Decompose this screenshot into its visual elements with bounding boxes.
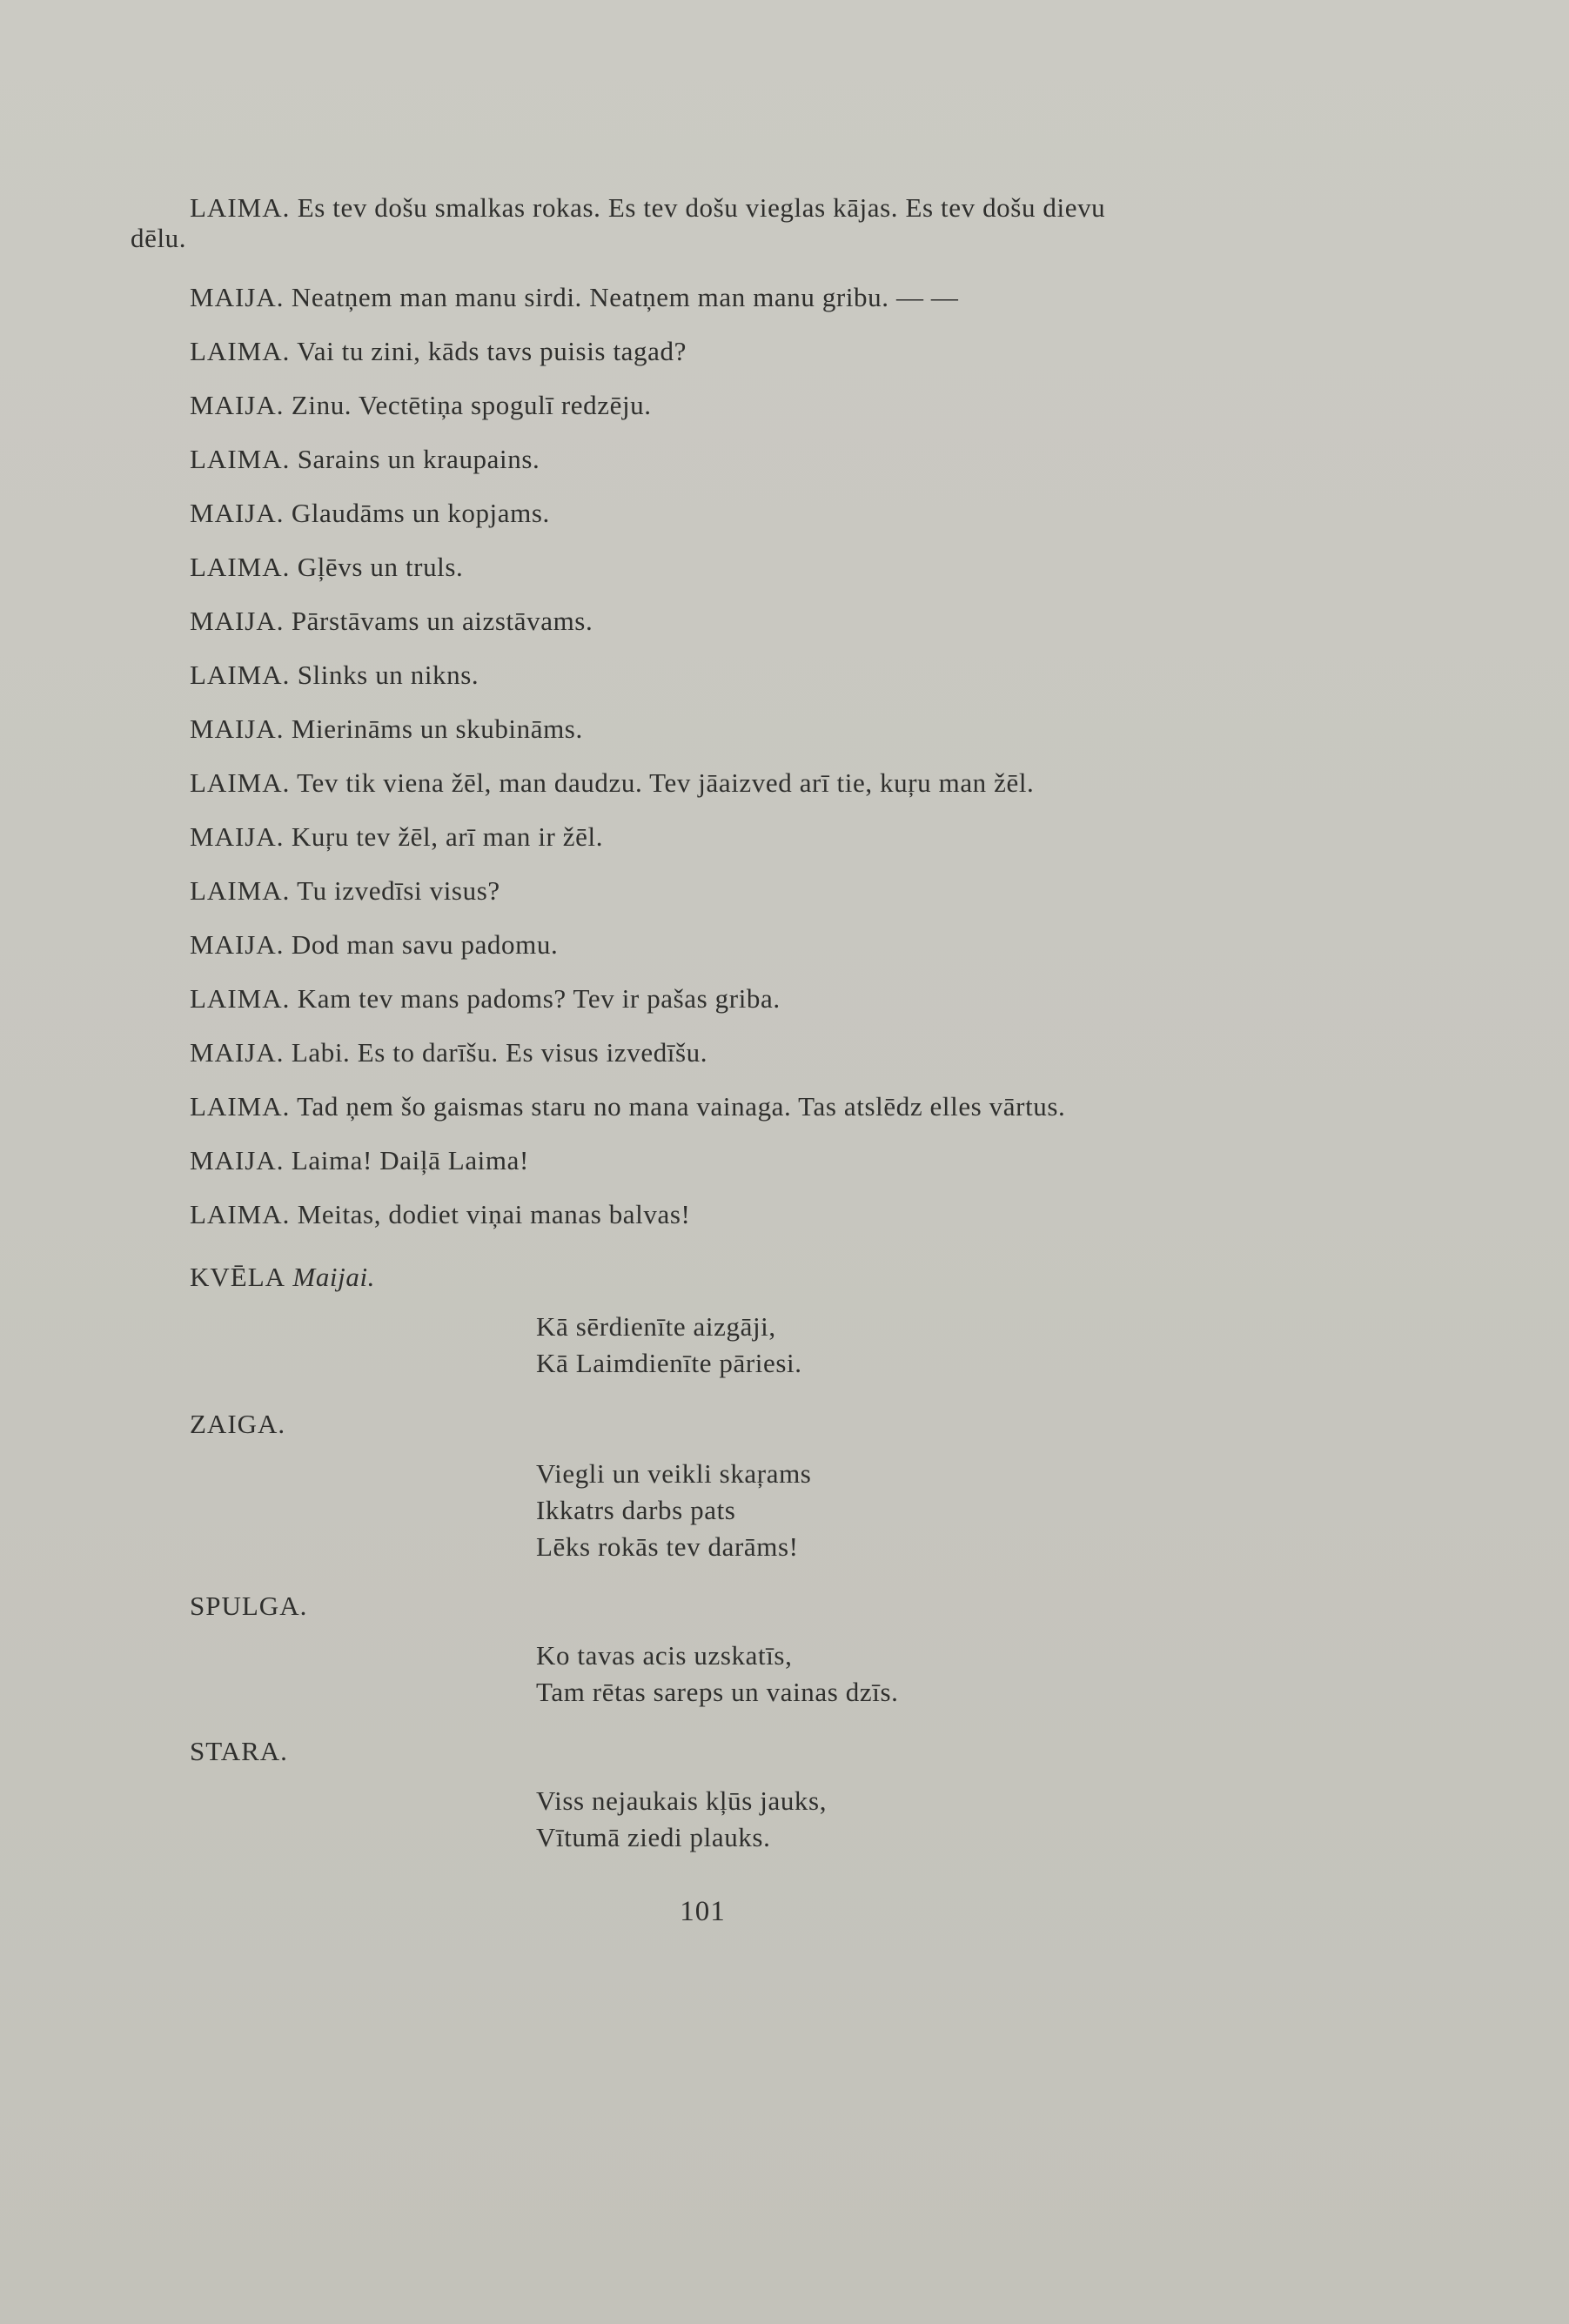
dialogue-text: Tu izvedīsi visus? [297, 875, 500, 906]
dialogue-line [190, 388, 652, 423]
speaker-name: SPULGA. [190, 1591, 308, 1621]
dialogue-text: Labi. Es to darīšu. Es visus izvedīšu. [291, 1037, 708, 1068]
dialogue-line [190, 442, 540, 477]
page-number: 101 [680, 1896, 726, 1927]
dialogue-line [190, 928, 558, 962]
speaker-name: LAIMA. [190, 767, 291, 798]
dialogue-line [190, 1143, 529, 1178]
speaker-name: LAIMA. [190, 444, 291, 474]
speaker-name: LAIMA. [190, 192, 291, 223]
dialogue-line [190, 1197, 690, 1232]
dialogue-text: Zinu. Vectētiņa spogulī redzēju. [291, 390, 652, 420]
speaker-name: MAIJA. [190, 1145, 285, 1175]
verse-line: Kā sērdienīte aizgāji, [536, 1311, 776, 1342]
dialogue-line [190, 658, 479, 693]
speaker-name: LAIMA. [190, 1199, 291, 1229]
speaker-name: MAIJA. [190, 390, 285, 420]
verse-line: Viss nejaukais kļūs jauks, [536, 1785, 828, 1816]
stage-direction: Maijai. [292, 1262, 376, 1292]
dialogue-text: Mierināms un skubināms. [291, 713, 583, 744]
dialogue-line [190, 550, 463, 585]
speaker-name: LAIMA. [190, 336, 291, 366]
verse-line: Viegli un veikli skaŗams [536, 1458, 812, 1489]
dialogue-text: Glaudāms un kopjams. [291, 498, 550, 528]
speaker-name: MAIJA. [190, 606, 285, 636]
dialogue-continuation: dēlu. [131, 223, 187, 253]
dialogue-line [190, 191, 1105, 225]
speaker-name: ZAIGA. [190, 1409, 286, 1439]
speaker-name: LAIMA. [190, 552, 291, 582]
dialogue-line [190, 1089, 1065, 1124]
verse-speaker-line [190, 1260, 375, 1295]
dialogue-text: Es tev došu smalkas rokas. Es tev došu vieglas kājas. Es tev došu dievu [297, 192, 1106, 223]
dialogue-text: Vai tu zini, kāds tavs puisis tagad? [297, 336, 687, 366]
speaker-name: MAIJA. [190, 1037, 285, 1068]
speaker-name: LAIMA. [190, 875, 291, 906]
speaker-name: LAIMA. [190, 660, 291, 690]
dialogue-text: Dod man savu padomu. [291, 929, 559, 960]
dialogue-line [190, 981, 781, 1016]
dialogue-text: Sarains un kraupains. [297, 444, 540, 474]
speaker-name: MAIJA. [190, 713, 285, 744]
dialogue-text: Laima! Daiļā Laima! [291, 1145, 529, 1175]
verse-line: Kā Laimdienīte pāriesi. [536, 1348, 802, 1378]
verse-line: Vītumā ziedi plauks. [536, 1822, 771, 1852]
verse-speaker-line [190, 1407, 285, 1442]
dialogue-text: Meitas, dodiet viņai manas balvas! [297, 1199, 691, 1229]
dialogue-text: Pārstāvams un aizstāvams. [291, 606, 593, 636]
dialogue-text: Slinks un nikns. [297, 660, 479, 690]
dialogue-line [190, 766, 1034, 800]
verse-speaker-line [190, 1734, 288, 1769]
dialogue-text: Tev tik viena žēl, man daudzu. Tev jāaizved arī tie, kuŗu man žēl. [297, 767, 1035, 798]
dialogue-line [190, 712, 583, 747]
dialogue-text: Gļēvs un truls. [297, 552, 464, 582]
dialogue-line [190, 496, 550, 531]
speaker-name: MAIJA. [190, 282, 285, 312]
speaker-name: KVĒLA [190, 1262, 286, 1292]
dialogue-text: Kam tev mans padoms? Tev ir pašas griba. [297, 983, 781, 1014]
verse-line: Lēks rokās tev darāms! [536, 1531, 799, 1562]
speaker-name: MAIJA. [190, 929, 285, 960]
dialogue-text: Neatņem man manu sirdi. Neatņem man manu gribu. — — [291, 282, 959, 312]
dialogue-text: Tad ņem šo gaismas staru no mana vainaga. Tas atslēdz elles vārtus. [297, 1091, 1066, 1122]
verse-line: Ikkatrs darbs pats [536, 1495, 736, 1525]
dialogue-line [190, 334, 687, 369]
dialogue-line [190, 280, 959, 315]
dialogue-line [190, 820, 603, 854]
speaker-name: MAIJA. [190, 498, 285, 528]
speaker-name: LAIMA. [190, 983, 291, 1014]
verse-line: Ko tavas acis uzskatīs, [536, 1640, 793, 1671]
speaker-name: STARA. [190, 1736, 288, 1766]
speaker-name: MAIJA. [190, 821, 285, 852]
dialogue-line [190, 604, 593, 639]
dialogue-text: Kuŗu tev žēl, arī man ir žēl. [291, 821, 604, 852]
dialogue-line [190, 874, 500, 908]
dialogue-line [190, 1035, 707, 1070]
verse-speaker-line [190, 1589, 307, 1624]
verse-line: Tam rētas sareps un vainas dzīs. [536, 1677, 899, 1707]
speaker-name: LAIMA. [190, 1091, 291, 1122]
